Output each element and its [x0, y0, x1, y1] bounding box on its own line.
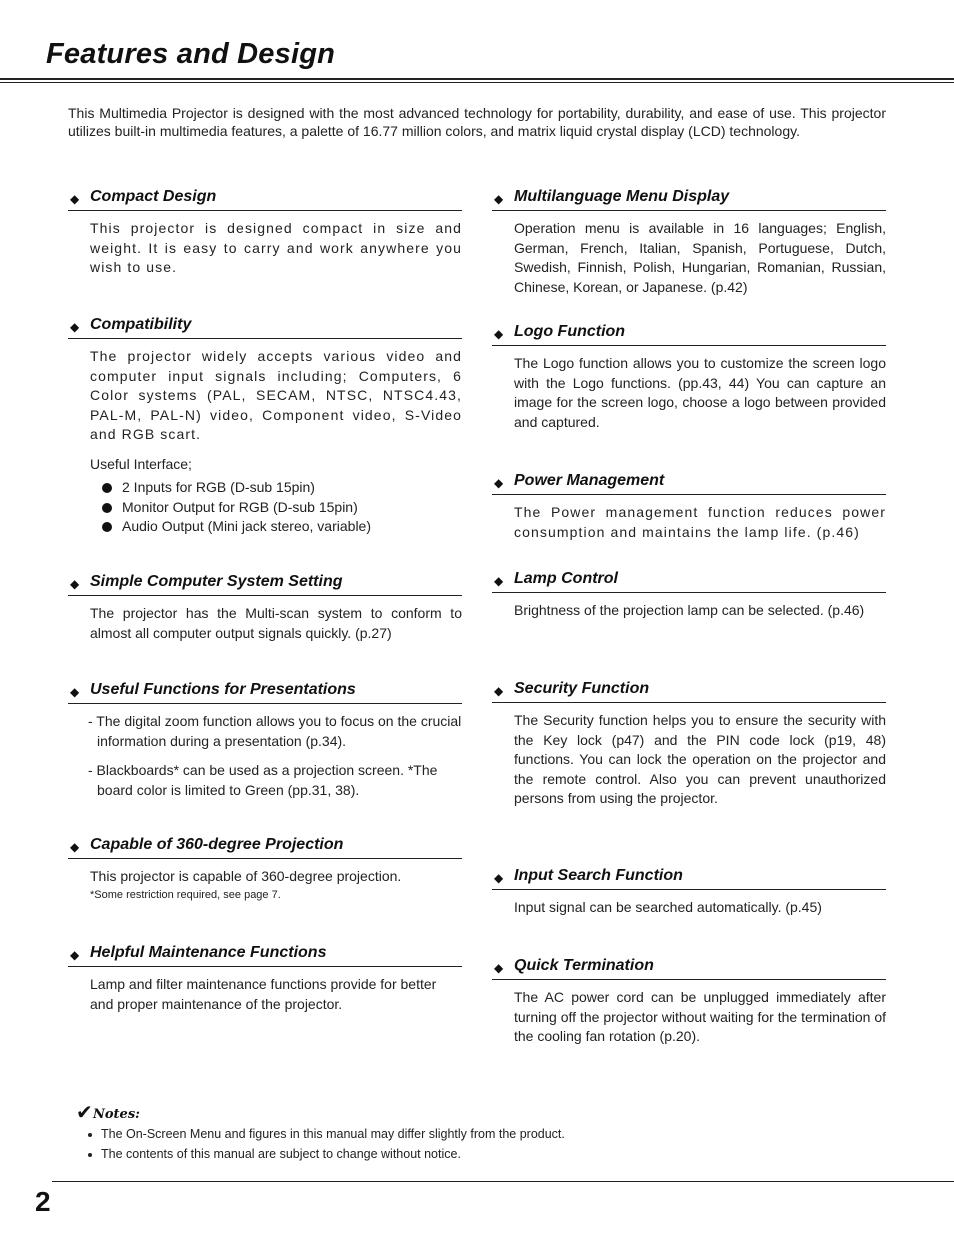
section-title: Compatibility	[90, 316, 192, 333]
bullet-dot-icon	[102, 483, 112, 493]
section-body: Lamp and filter maintenance functions provide for better and proper maintenance of the projector.	[90, 976, 437, 1012]
diamond-bullet-icon: ◆	[70, 948, 80, 962]
section-title: Logo Function	[514, 323, 626, 340]
section-heading	[492, 323, 886, 346]
section-title: Power Management	[514, 472, 665, 489]
diamond-bullet-icon: ◆	[70, 320, 80, 334]
section-heading	[492, 867, 886, 890]
note-item: The On-Screen Menu and figures in this manual may differ slightly from the product.	[76, 1124, 876, 1144]
diamond-bullet-icon: ◆	[494, 871, 504, 885]
page-number: 2	[35, 1186, 51, 1217]
interface-list	[102, 478, 462, 537]
diamond-bullet-icon: ◆	[70, 192, 80, 206]
section-heading	[68, 188, 462, 211]
bullet-dot-icon	[88, 1133, 92, 1137]
section-body: Brightness of the projection lamp can be selected. (p.46)	[514, 602, 865, 618]
section-title: Quick Termination	[514, 957, 654, 974]
section-compatibility	[68, 316, 462, 537]
section-helpful-maintenance	[68, 944, 462, 1014]
section-power-management	[492, 472, 886, 542]
section-heading	[492, 570, 886, 593]
section-heading	[492, 957, 886, 980]
list-item: 2 Inputs for RGB (D-sub 15pin)	[102, 478, 462, 498]
section-compact-design	[68, 188, 462, 278]
diamond-bullet-icon: ◆	[494, 192, 504, 206]
section-heading	[492, 680, 886, 703]
section-logo-function	[492, 323, 886, 432]
section-body: The Logo function allows you to customize the screen logo with the Logo functions. (pp.43, 44) You can capture an image for the screen logo, choose a logo between provided and captured.	[514, 355, 886, 430]
section-security-function	[492, 680, 886, 809]
section-multilanguage-menu	[492, 188, 886, 297]
section-lamp-control	[492, 570, 886, 621]
section-360-projection	[68, 836, 462, 903]
notes-box	[76, 1102, 876, 1164]
section-title: Input Search Function	[514, 867, 683, 884]
section-body: This projector is designed compact in size and weight. It is easy to carry and work anywhere you wish to use.	[90, 220, 462, 275]
section-heading	[68, 944, 462, 967]
section-body	[90, 347, 462, 474]
section-title: Helpful Maintenance Functions	[90, 944, 327, 961]
section-body: The AC power cord can be unplugged immediately after turning off the projector without waiting for the termination of the cooling fan rotation (p.20).	[514, 989, 886, 1044]
useful-interface-label: Useful Interface;	[90, 455, 192, 472]
section-body: Input signal can be searched automatically. (p.45)	[514, 899, 822, 915]
diamond-bullet-icon: ◆	[494, 574, 504, 588]
diamond-bullet-icon: ◆	[494, 684, 504, 698]
section-body: The Security function helps you to ensure the security with the Key lock (p47) and the PIN code lock (p19, 48) functions. You can lock the operation on the projector and the remote control. Also you can prevent unauthorized persons from using the projector.	[514, 712, 886, 806]
section-heading	[492, 188, 886, 211]
section-heading	[68, 573, 462, 596]
checkmark-icon: ✔	[76, 1102, 93, 1124]
compatibility-text: The projector widely accepts various video and computer input signals including; Computers, 6 Color systems (PAL, SECAM, NTSC, NTSC4.43, PAL-M, PAL-N) video, Component video, S-Video and RGB scart.	[90, 348, 462, 442]
section-body: The Power management function reduces power consumption and maintains the lamp life. (p.46)	[514, 504, 886, 540]
notes-heading	[76, 1102, 876, 1124]
bullet-dot-icon	[102, 522, 112, 532]
diamond-bullet-icon: ◆	[494, 476, 504, 490]
bullet-dot-icon	[88, 1153, 92, 1157]
restriction-note: *Some restriction required, see page 7.	[90, 888, 281, 901]
list-item: - The digital zoom function allows you to focus on the crucial information during a presentation (p.34).	[88, 713, 462, 749]
section-heading	[68, 836, 462, 859]
section-title: Lamp Control	[514, 570, 618, 587]
projection-text: This projector is capable of 360-degree projection.	[90, 868, 402, 884]
section-body	[90, 867, 462, 903]
section-title: Multilanguage Menu Display	[514, 188, 730, 205]
footer-divider	[52, 1181, 954, 1182]
section-body: The projector has the Multi-scan system to conform to almost all computer output signals quickly. (p.27)	[90, 605, 462, 641]
list-item: Monitor Output for RGB (D-sub 15pin)	[102, 498, 462, 518]
diamond-bullet-icon: ◆	[494, 327, 504, 341]
section-title: Security Function	[514, 680, 650, 697]
section-body: Operation menu is available in 16 languages; English, German, French, Italian, Spanish, Portuguese, Dutch, Swedish, Finnish, Polish, Hungarian, Romanian, Russian, Chinese, Korean, or Japanese. (p.42)	[514, 220, 886, 295]
section-title: Compact Design	[90, 188, 217, 205]
section-useful-functions	[68, 681, 462, 810]
list-item: Audio Output (Mini jack stereo, variable)	[102, 517, 462, 537]
diamond-bullet-icon: ◆	[70, 685, 80, 699]
section-title: Useful Functions for Presentations	[90, 681, 356, 698]
bullet-dot-icon	[102, 503, 112, 513]
section-title: Capable of 360-degree Projection	[90, 836, 344, 853]
note-item: The contents of this manual are subject to change without notice.	[76, 1144, 876, 1164]
diamond-bullet-icon: ◆	[70, 840, 80, 854]
section-simple-computer-setting	[68, 573, 462, 643]
section-input-search	[492, 867, 886, 918]
page-title: Features and Design	[46, 38, 336, 70]
section-heading	[492, 472, 886, 495]
section-heading	[68, 316, 462, 339]
list-item: - Blackboards* can be used as a projection screen. *The board color is limited to Green (pp.31, 38).	[88, 762, 438, 798]
title-divider	[0, 78, 954, 80]
diamond-bullet-icon: ◆	[494, 961, 504, 975]
section-title: Simple Computer System Setting	[90, 573, 343, 590]
diamond-bullet-icon: ◆	[70, 577, 80, 591]
section-heading	[68, 681, 462, 704]
section-body	[88, 712, 462, 800]
intro-paragraph: This Multimedia Projector is designed with the most advanced technology for portability, durability, and ease of use. This projector utilizes built-in multimedia features, a palette of 16.77 million colors, and matrix liquid crystal display (LCD) technology.	[68, 105, 886, 139]
section-quick-termination	[492, 957, 886, 1047]
title-divider-thin	[0, 82, 954, 83]
notes-title: Notes:	[93, 1107, 140, 1122]
